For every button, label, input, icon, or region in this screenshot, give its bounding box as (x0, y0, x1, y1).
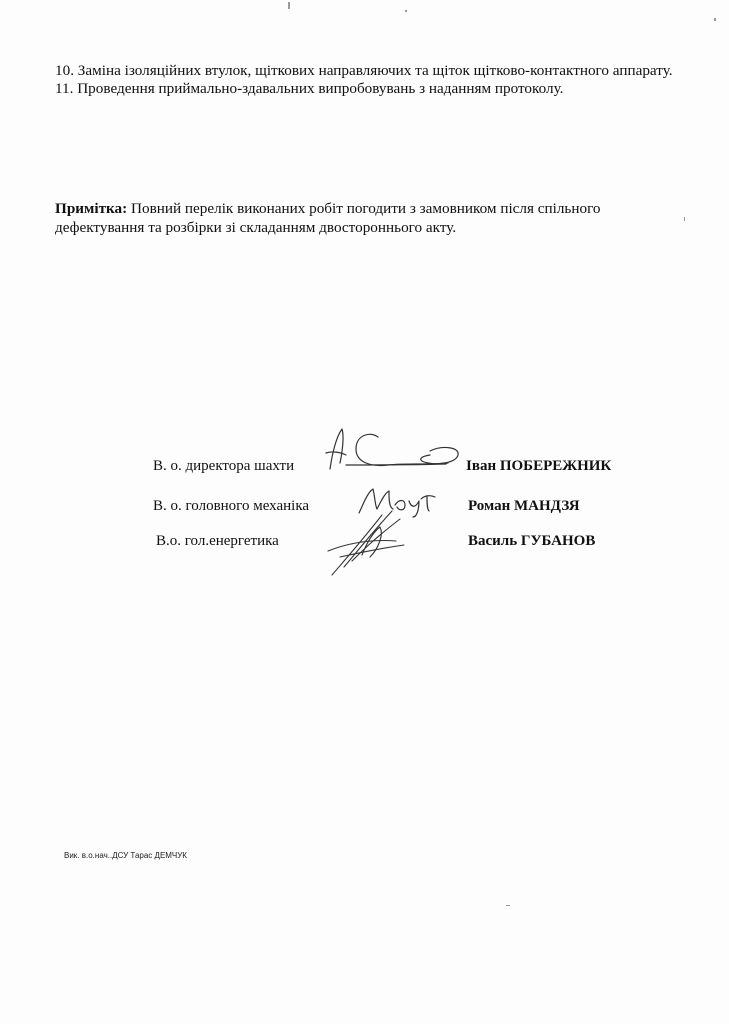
scan-speck (405, 10, 407, 12)
signature-chief-power-engineer (322, 505, 412, 580)
signatory-title: В. о. директора шахти (153, 458, 295, 474)
note-text: Повний перелік виконаних робіт погодити з замовником після спільного дефектування та розбірки зі складанням двостороннього акту. (55, 200, 601, 236)
scan-speck (288, 2, 290, 9)
executor-note: Вик. в.о.нач..ДСУ Тарас ДЕМЧУК (64, 851, 187, 860)
signatory-title: В.о. гол.енергетика (156, 533, 279, 549)
scan-speck (684, 217, 685, 221)
signatory-name: Іван ПОБЕРЕЖНИК (466, 458, 612, 474)
signatory-title: В. о. головного механіка (153, 498, 310, 514)
signatory-name: Василь ГУБАНОВ (468, 533, 596, 549)
list-item: 11. Проведення приймально-здавальних випробовувань з наданням протоколу. (55, 80, 564, 97)
work-list (55, 62, 675, 98)
list-item: 10. Заміна ізоляційних втулок, щіткових направляючих та щіток щітково-контактного аппарату. (55, 62, 673, 79)
scan-speck (714, 18, 716, 21)
signatory-name: Роман МАНДЗЯ (468, 498, 580, 514)
note-label: Примітка: (55, 200, 128, 217)
note-paragraph (55, 199, 675, 237)
scan-speck (506, 905, 510, 906)
signature-director (318, 425, 468, 475)
